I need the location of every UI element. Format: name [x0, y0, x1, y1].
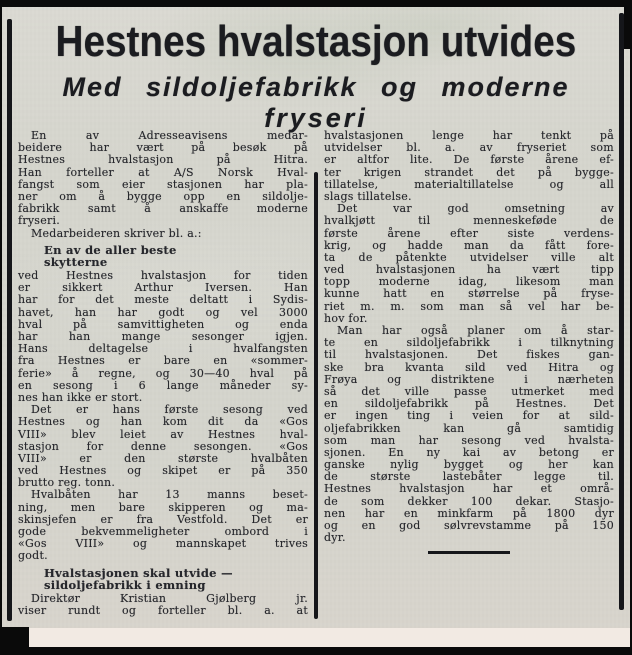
text-line: en sesong i 6 lange måneder sy-	[18, 378, 308, 392]
text-line: hvalstasjonen lenge har tenkt på	[324, 129, 614, 142]
text-line: beidere har vært på besøk på	[18, 141, 308, 155]
text-line: ter krigen strandet det på bygge-	[324, 165, 614, 179]
text-line: Han forteller at A/S Norsk Hval-	[18, 165, 308, 179]
text-line: Det er hans første sesong ved	[31, 403, 308, 417]
text-line: «Gos VIII» og mannskapet trives	[18, 537, 308, 551]
text-line: fangst som eier stasjonen har pla-	[18, 177, 308, 191]
text-line: En av de aller beste	[44, 242, 177, 257]
text-line: en sildoljefabrikk på Hestnes. Det	[324, 397, 614, 411]
text-line: første årene efter siste verdens-	[324, 226, 614, 240]
text-line: ferie» å regne, og 30—40 hval på	[18, 366, 308, 380]
text-line: viser rundt og forteller bl. a. at	[18, 604, 308, 618]
text-line: ske bra kvanta sild ved Hitra og	[324, 360, 614, 374]
text-line: skinsjefen er fra Vestfold. Det er	[18, 512, 308, 526]
section-heading	[18, 567, 308, 591]
article-end-rule	[428, 551, 510, 554]
text-line: Hans deltagelse i hvalfangsten	[18, 342, 308, 356]
text-line: ner om å bygge opp en sildolje-	[18, 189, 308, 203]
bottom-border-bar	[0, 647, 632, 655]
paragraph	[18, 404, 308, 489]
paragraph	[324, 203, 614, 325]
text-line: de som dekker 100 dekar. Stasjo-	[324, 494, 614, 508]
text-line: Hestnes og han kom dit da «Gos	[18, 415, 308, 429]
text-line: krig, og hadde man da fått fore-	[324, 238, 614, 252]
text-line: Direktør Kristian Gjølberg jr.	[31, 591, 308, 605]
text-line: ta de påtenkte utvidelser ville alt	[324, 250, 614, 264]
subheadline-line-2: fryseri	[264, 103, 368, 133]
text-line: hov for.	[324, 311, 368, 325]
text-line: har han mange sesonger igjen.	[18, 330, 308, 343]
paragraph	[18, 593, 308, 617]
newspaper-clipping	[2, 7, 630, 647]
section-heading	[18, 244, 308, 268]
text-line: de største lastebåter legge til.	[324, 470, 614, 484]
text-line: kunne hatt en størrelse på fryse-	[324, 287, 614, 301]
text-line: godt.	[18, 549, 48, 563]
left-column	[18, 130, 308, 617]
text-line: fra Hestnes er bare en «sommer-	[18, 354, 308, 368]
headline	[2, 18, 630, 66]
text-line: sjonen. En ny kai av betong er	[324, 445, 614, 459]
text-line: riet m. m. som man så vel har be-	[324, 299, 614, 313]
text-line: er altfor lite. De første årene ef-	[324, 153, 614, 167]
text-line: ning, men bare skipperen og ma-	[18, 500, 308, 514]
text-line: sildoljefabrikk i emning	[44, 577, 206, 592]
text-line: Frøya og distriktene i nærheten	[324, 372, 614, 386]
headline-text: Hestnes hvalstasjon utvides	[55, 17, 577, 66]
text-line: fabrikk samt å anskaffe moderne	[18, 202, 308, 216]
text-line: brutto reg. tonn.	[18, 476, 116, 490]
text-line: oljefabrikken kan gå samtidig	[324, 421, 614, 435]
subheadline-line-1: Med sildoljefabrikk og moderne	[62, 72, 570, 102]
top-border-bar	[0, 0, 632, 7]
text-line: hval på samvittigheten og enda	[18, 317, 308, 331]
paragraph	[324, 130, 614, 203]
text-line: utvidelser bl. a. av fryseriet som	[324, 141, 614, 155]
text-line: ved Hestnes hvalstasjon for tiden	[18, 269, 308, 283]
text-line: fryseri.	[18, 214, 60, 228]
text-line: En av Adresseavisens medar-	[31, 129, 308, 142]
text-line: ganske nylig bygget og her kan	[324, 458, 614, 472]
text-line: gode bekvemmeligheter ombord i	[18, 525, 308, 538]
paragraph	[324, 325, 614, 544]
text-line: VIII» blev leiet av Hestnes hval-	[18, 427, 308, 441]
text-line: stasjon for denne sesongen. «Gos	[18, 439, 308, 453]
text-line: er sikkert Arthur Iversen. Han	[18, 281, 308, 295]
text-line: ved Hestnes og skipet er på 350	[18, 464, 308, 478]
text-line: Hvalstasjonen skal utvide —	[44, 565, 233, 580]
paragraph	[18, 130, 308, 228]
text-line: nen har en minkfarm på 1800 dyr	[324, 506, 614, 520]
text-line: Hvalbåten har 13 manns beset-	[31, 488, 308, 502]
paragraph	[18, 270, 308, 404]
subheadline	[2, 71, 630, 133]
text-line: så det ville passe utmerket med	[324, 384, 614, 398]
text-line: tillatelse, materialtillatelse og all	[324, 177, 614, 191]
text-line: hvalkjøtt til menneskeføde de	[324, 214, 614, 228]
text-line: nes han ikke er stort.	[18, 390, 143, 404]
text-line: dyr.	[324, 531, 346, 545]
text-line: ved hvalstasjonen ha vært tipp	[324, 263, 614, 277]
text-line: topp moderne idag, likesom man	[324, 275, 614, 289]
right-column	[324, 130, 614, 617]
text-line: Hestnes hvalstasjon på Hitra.	[18, 153, 308, 167]
text-line: og en god sølvrevstamme på 150	[324, 519, 614, 532]
text-line: VIII» er den største hvalbåten	[18, 451, 308, 465]
text-line: Det var god omsetning av	[337, 202, 614, 216]
text-line: skytterne	[44, 254, 108, 269]
paragraph	[18, 228, 308, 240]
paragraph	[18, 489, 308, 562]
text-line: Hestnes hvalstasjon har et områ-	[324, 482, 614, 496]
text-line: slags tillatelse.	[324, 189, 412, 203]
text-line: som man har sesong ved hvalsta-	[324, 433, 614, 447]
text-line: havet, han har godt og vel 3000	[18, 305, 308, 319]
text-line: Medarbeideren skriver bl. a.:	[31, 226, 202, 240]
text-line: har for det meste deltatt i Sydis-	[18, 293, 308, 307]
article-columns	[18, 130, 614, 617]
text-line: er ingen ting i veien for at sild-	[324, 409, 614, 423]
text-line: te en sildoljefabrikk i tilknytning	[324, 336, 614, 350]
paper-edge-strip	[28, 628, 630, 647]
text-line: til hvalstasjonen. Det fiskes gan-	[324, 348, 614, 362]
column-gap	[308, 130, 324, 617]
text-line: Man har også planer om å star-	[337, 324, 614, 337]
scan-edge-smudge	[2, 627, 29, 647]
